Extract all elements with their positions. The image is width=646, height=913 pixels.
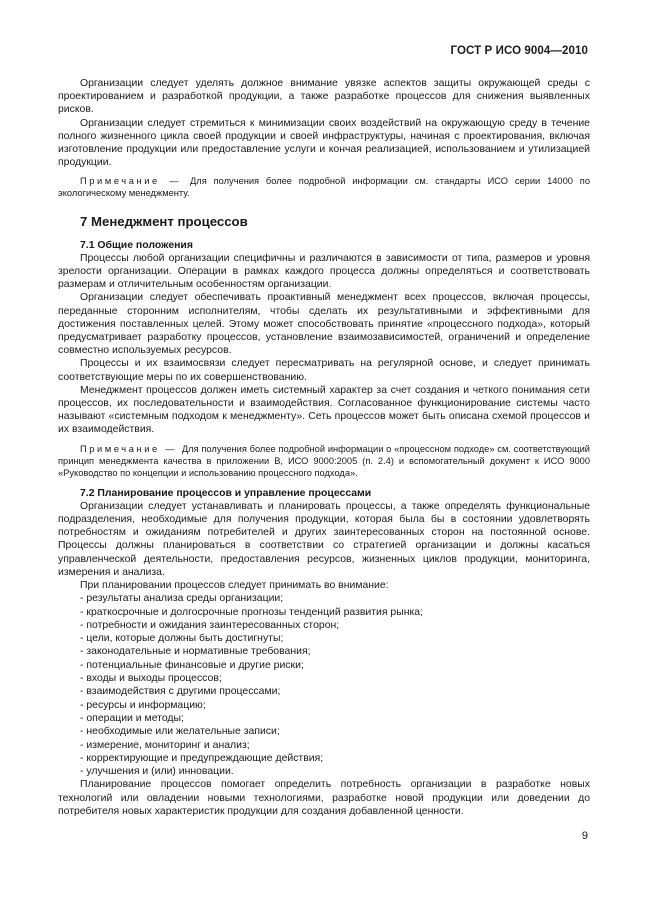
s71-paragraph-3: Процессы и их взаимосвязи следует пересматривать на регулярной основе, и следует принимать соответствующие меры по их совершенствованию. bbox=[58, 358, 590, 383]
list-item: - цели, которые должны быть достигнуты; bbox=[80, 633, 284, 645]
list-item: - краткосрочные и долгосрочные прогнозы тенденций развития рынка; bbox=[80, 606, 423, 618]
intro-paragraph-2: Организации следует стремиться к минимизации своих воздействий на окружающую среду в течение полного жизненного цикла своей продукции и своей инфраструктуры, начиная с проектирования, включая изготовление продукции или предоставление услуги и кончая реализацией, использованием и утилизацией продукции. bbox=[58, 117, 590, 169]
list-item: - потребности и ожидания заинтересованных сторон; bbox=[80, 619, 340, 631]
list-item: - потенциальные финансовые и другие риски; bbox=[80, 659, 304, 671]
list-item: - ресурсы и информацию; bbox=[80, 699, 206, 711]
document-header: ГОСТ Р ИСО 9004—2010 bbox=[450, 45, 588, 57]
list-item: - результаты анализа среды организации; bbox=[80, 593, 284, 605]
note-text: Для получения более подробной информации о «процессном подходе» см. соответствующий принцип менеджмента качества в приложении В, ИСО 9000:2005 (п. 2.4) и вспомогательный документ к ИСО 9000 «Руководство по концепции и использованию процессного подхода». bbox=[58, 443, 590, 478]
s71-note bbox=[58, 443, 590, 479]
note-label: Примечание — bbox=[80, 443, 178, 454]
section-7-1-heading: 7.1 Общие положения bbox=[80, 239, 193, 251]
intro-paragraph-1: Организации следует уделять должное внимание увязке аспектов защиты окружающей среды с проектированием и разработкой продукции, а также разработке процессов для снижения выявленных рисков. bbox=[58, 78, 590, 116]
list-item: - улучшения и (или) инновации. bbox=[80, 766, 234, 778]
s71-paragraph-2: Организации следует обеспечивать проактивный менеджмент всех процессов, включая процессы, переданные сторонним исполнителям, чтобы сделать их результативными и эффективными для достижения поставленных целей. Этому может способствовать принятие «процессного подхода», который предусматривает разработку процессов, установление взаимозависимостей, ограничений и определение совместно используемых ресурсов. bbox=[58, 292, 590, 357]
intro-note bbox=[58, 175, 590, 199]
note-text: Для получения более подробной информации см. стандарты ИСО серии 14000 по экологическому менеджменту. bbox=[58, 176, 590, 199]
list-item: - операции и методы; bbox=[80, 712, 184, 724]
note-label: Примечание — bbox=[80, 176, 182, 187]
s71-paragraph-4: Менеджмент процессов должен иметь системный характер за счет создания и четкого понимания сети процессов, их последовательности и взаимодействия. Согласованное функционирование системы часто называют «системным подходом к менеджменту». Сеть процессов может быть описана схемой процессов и их взаимодействия. bbox=[58, 384, 590, 436]
list-item: - необходимые или желательные записи; bbox=[80, 726, 280, 738]
list-item: - законодательные и нормативные требования; bbox=[80, 646, 311, 658]
s72-list-intro: При планировании процессов следует принимать во внимание: bbox=[80, 580, 389, 592]
list-item: - взаимодействия с другими процессами; bbox=[80, 686, 281, 698]
section-7-2-heading: 7.2 Планирование процессов и управление процессами bbox=[80, 487, 372, 499]
s71-paragraph-1: Процессы любой организации специфичны и различаются в зависимости от типа, размеров и уровня зрелости организации. Операции в рамках каждого процесса должны определяться и соответствовать размерам и отличительным особенностям организации. bbox=[58, 252, 590, 291]
s72-paragraph-1: Организации следует устанавливать и планировать процессы, а также определять функциональные подразделения, необходимые для получения продукции, которая была бы в состоянии удовлетворять потребностям и ожиданиям потребителей и других заинтересованных сторон на постоянной основе. Процессы должны планироваться в соответствии со стратегией организации и должны касаться управленческой деятельности, предоставления ресурсов, жизненных циклов продукции, мониторинга, измерения и анализа. bbox=[58, 500, 590, 578]
list-item: - корректирующие и предупреждающие действия; bbox=[80, 752, 324, 764]
list-item: - входы и выходы процессов; bbox=[80, 673, 222, 685]
page-content bbox=[58, 77, 590, 818]
page-number: 9 bbox=[581, 830, 588, 842]
section-7-heading: 7 Менеджмент процессов bbox=[80, 214, 248, 230]
s72-paragraph-2: Планирование процессов помогает определить потребность организации в разработке новых технологий или овладении новыми технологиями, разработке новой продукции или доведении до потребителя новых характеристик продукции для создания добавленной ценности. bbox=[58, 779, 590, 817]
planning-considerations-list bbox=[58, 592, 590, 778]
list-item: - измерение, мониторинг и анализ; bbox=[80, 739, 250, 751]
